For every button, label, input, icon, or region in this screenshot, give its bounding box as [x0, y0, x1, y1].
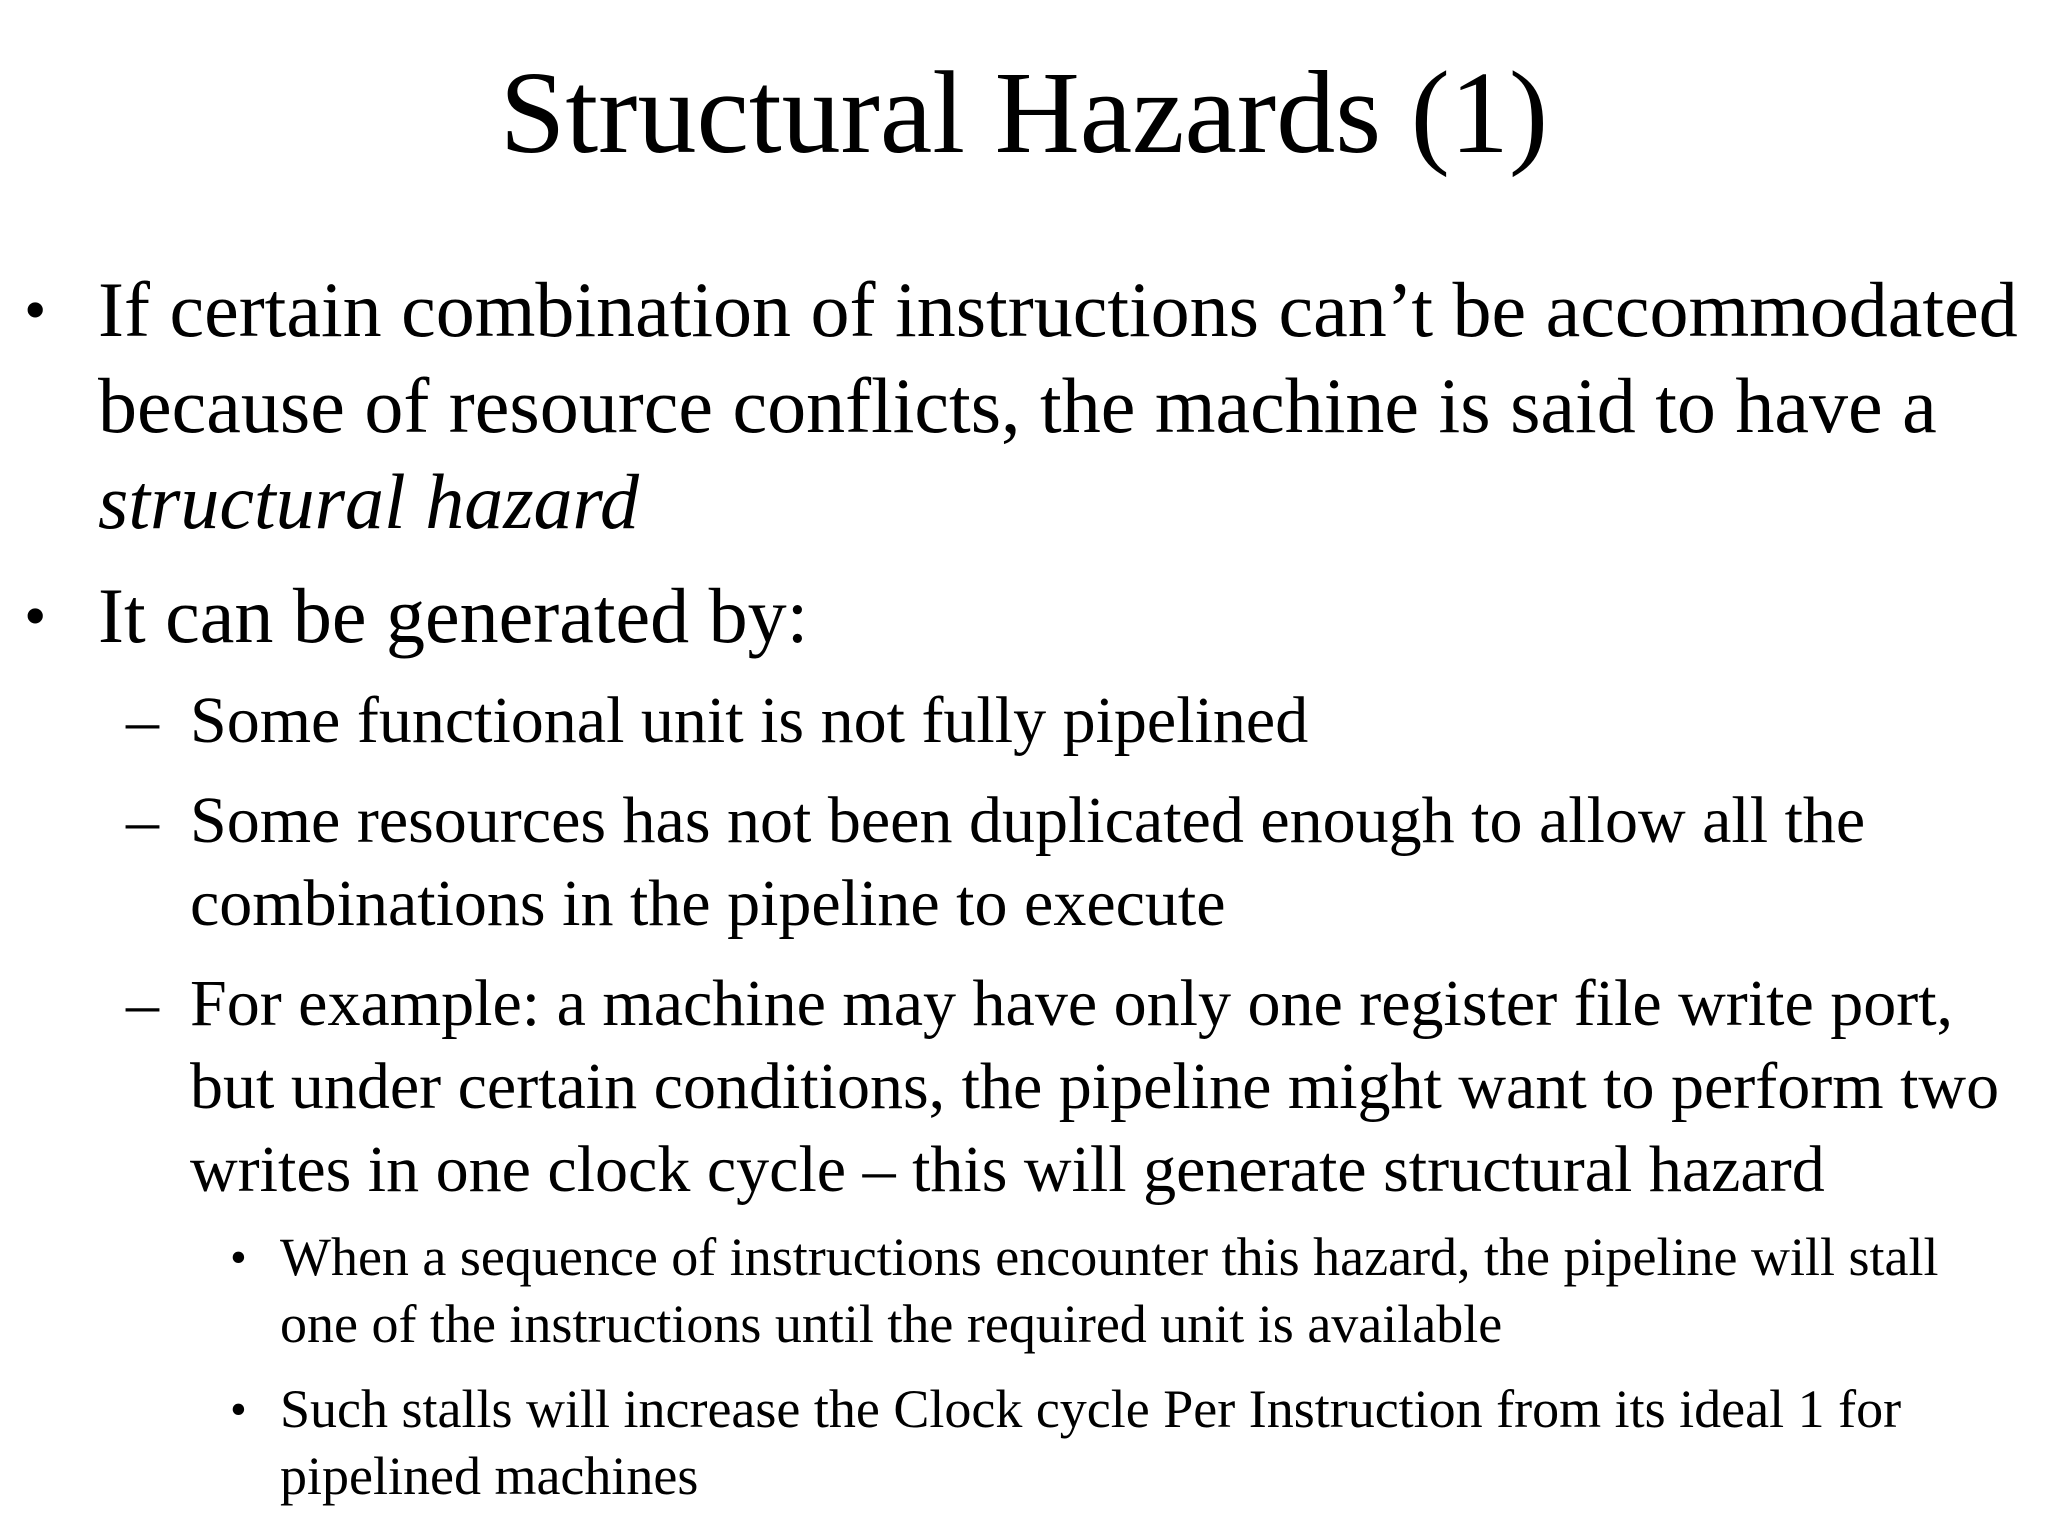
sub-bullet-text: Some resources has not been duplicated enough to allow all the combinations in the pipeline to execute [190, 784, 1866, 940]
sub-bullet-text: For example: a machine may have only one register file write port, but under certain conditions, the pipeline might want to perform two writes in one clock cycle – this will generate structural hazard [190, 967, 2000, 1206]
dash-marker: – [126, 784, 159, 857]
bullet-text-italic: structural hazard [98, 458, 640, 545]
dash-marker: – [126, 967, 159, 1040]
sub-sub-bullet-item [230, 1376, 2020, 1510]
bullet-text [98, 262, 2048, 550]
sub-bullet-item [126, 679, 2048, 762]
slide-title: Structural Hazards (1) [499, 47, 1549, 178]
bullet-text: It can be generated by: [98, 572, 809, 659]
bullet-marker: • [24, 274, 47, 345]
sub-bullet-text: Some functional unit is not fully pipelined [190, 684, 1309, 757]
sub-bullet-item [126, 962, 2048, 1211]
bullet-marker: • [230, 1231, 247, 1284]
sub-sub-bullet-text: When a sequence of instructions encounter this hazard, the pipeline will stall one of the instructions until the required unit is available [280, 1227, 1939, 1354]
bullet-item [24, 262, 2048, 550]
bullet-marker: • [230, 1383, 247, 1436]
dash-marker: – [126, 684, 159, 757]
sub-sub-bullet-item [230, 1224, 2020, 1358]
sub-bullet-item [126, 779, 2048, 945]
bullet-text-plain: If certain combination of instructions can’t be accommodated because of resource conflicts, the machine is said to have a [98, 266, 2018, 449]
sub-sub-bullet-text: Such stalls will increase the Clock cycle Per Instruction from its ideal 1 for pipelined machines [280, 1379, 1902, 1506]
bullet-item [24, 568, 2048, 664]
bullet-marker: • [24, 580, 47, 651]
